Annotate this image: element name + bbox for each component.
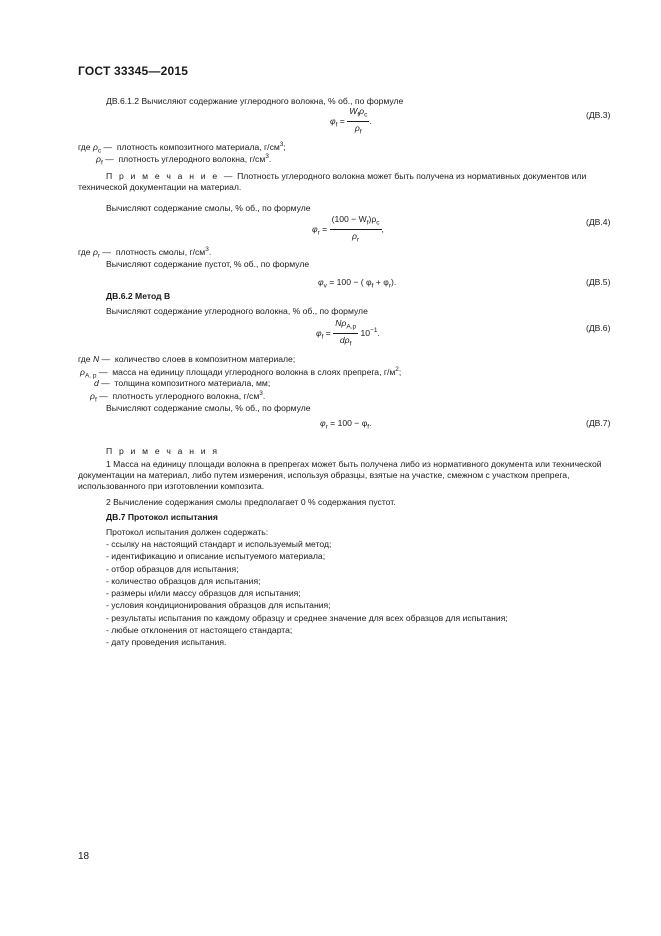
list-item: - любые отклонения от настоящего стандарта; (106, 625, 293, 636)
list-item: - количество образцов для испытания; (106, 575, 261, 586)
definition-row: d — толщина композитного материала, мм; (94, 378, 271, 388)
equation-dv7: $\varphi_r = 100 - \varphi_f$. (320, 418, 372, 431)
definition-row: $\rho_{A. p}$ — масса на единицу площади углеродного волокна в слоях препрега, $г/м^2$; (80, 366, 402, 380)
page-number: 18 (78, 851, 90, 862)
section-lead: Вычисляют содержание смолы, % об., по формуле (106, 403, 311, 413)
note-item: 2 Вычисление содержания смолы предполагает 0 % содержания пустот. (106, 497, 396, 507)
section-lead: Вычисляют содержание углеродного волокна, % об., по формуле (106, 306, 368, 316)
definition-row: где $\rho_c$ — плотность композитного материала, $г/см^3$; (78, 141, 286, 155)
equation-number: (ДВ.6) (586, 323, 611, 333)
list-item: - размеры и/или массу образцов для испытания; (106, 588, 301, 599)
section-title: ДВ.6.2 Метод В (106, 291, 171, 301)
definition-row: где $\rho_r$ — плотность смолы, $г/см^3$. (78, 246, 212, 260)
document-header: ГОСТ 33345—2015 (78, 64, 189, 78)
equation-number: (ДВ.7) (586, 418, 611, 428)
equation-number: (ДВ.4) (586, 217, 611, 227)
section-lead: ДВ.6.1.2 Вычисляют содержание углеродного волокна, % об., по формуле (106, 96, 404, 106)
note-item: 1 Масса на единицу площади волокна в препрегах может быть получена либо из нормативного документа или технической документации на материал, либо путем измерения, используя образцы, взятые на участке, смежном с участком препрега, использованного при изготовлении композита. (78, 459, 602, 492)
list-item: - условия кондиционирования образцов для испытания; (106, 600, 331, 611)
section-lead: Вычисляют содержание пустот, % об., по формуле (106, 259, 310, 269)
equation-dv4: $\varphi_r$ = $\frac{(100 - W_f)\rho_c}{\rho_r}$ , (312, 214, 384, 244)
list-item: - результаты испытания по каждому образцу и среднее значение для всех образцов для испытания; (106, 612, 508, 623)
list-item: - дату проведения испытания. (106, 637, 227, 648)
list-item: - отбор образцов для испытания; (106, 563, 239, 574)
notes-label: П р и м е ч а н и я (106, 446, 220, 456)
section-lead: Протокол испытания должен содержать: (106, 527, 269, 537)
protocol-list (106, 539, 508, 650)
list-item: - ссылку на настоящий стандарт и используемый метод; (106, 539, 332, 549)
equation-number: (ДВ.3) (586, 110, 611, 120)
note-paragraph: П р и м е ч а н и е — Плотность углеродного волокна может быть получена из нормативных документов или технической документации на материал. (78, 171, 587, 193)
equation-dv3: $\varphi_f$ = $\frac{W_f\rho_c}{\rho_f}$ . (330, 106, 372, 136)
section-title: ДВ.7 Протокол испытания (106, 512, 218, 522)
definition-row: $\rho_f$ — плотность углеродного волокна, $г/см^3$. (96, 153, 272, 167)
definition-row: $\rho_f$ — плотность углеродного волокна, $г/см^3$. (90, 390, 266, 404)
section-lead: Вычисляют содержание смолы, % об., по формуле (106, 203, 311, 213)
equation-dv5: $\varphi_v = 100$ − ( $\varphi_f + \varphi_r$). (318, 277, 397, 290)
equation-dv6: $\varphi_f$ = $\frac{N\rho_{A.p}}{d\rho_f}$ $10^{-1}$. (316, 318, 380, 348)
equation-number: (ДВ.5) (586, 277, 611, 287)
list-item: - идентификацию и описание испытуемого материала; (106, 551, 326, 562)
definition-row: где N — количество слоев в композитном материале; (78, 354, 296, 364)
